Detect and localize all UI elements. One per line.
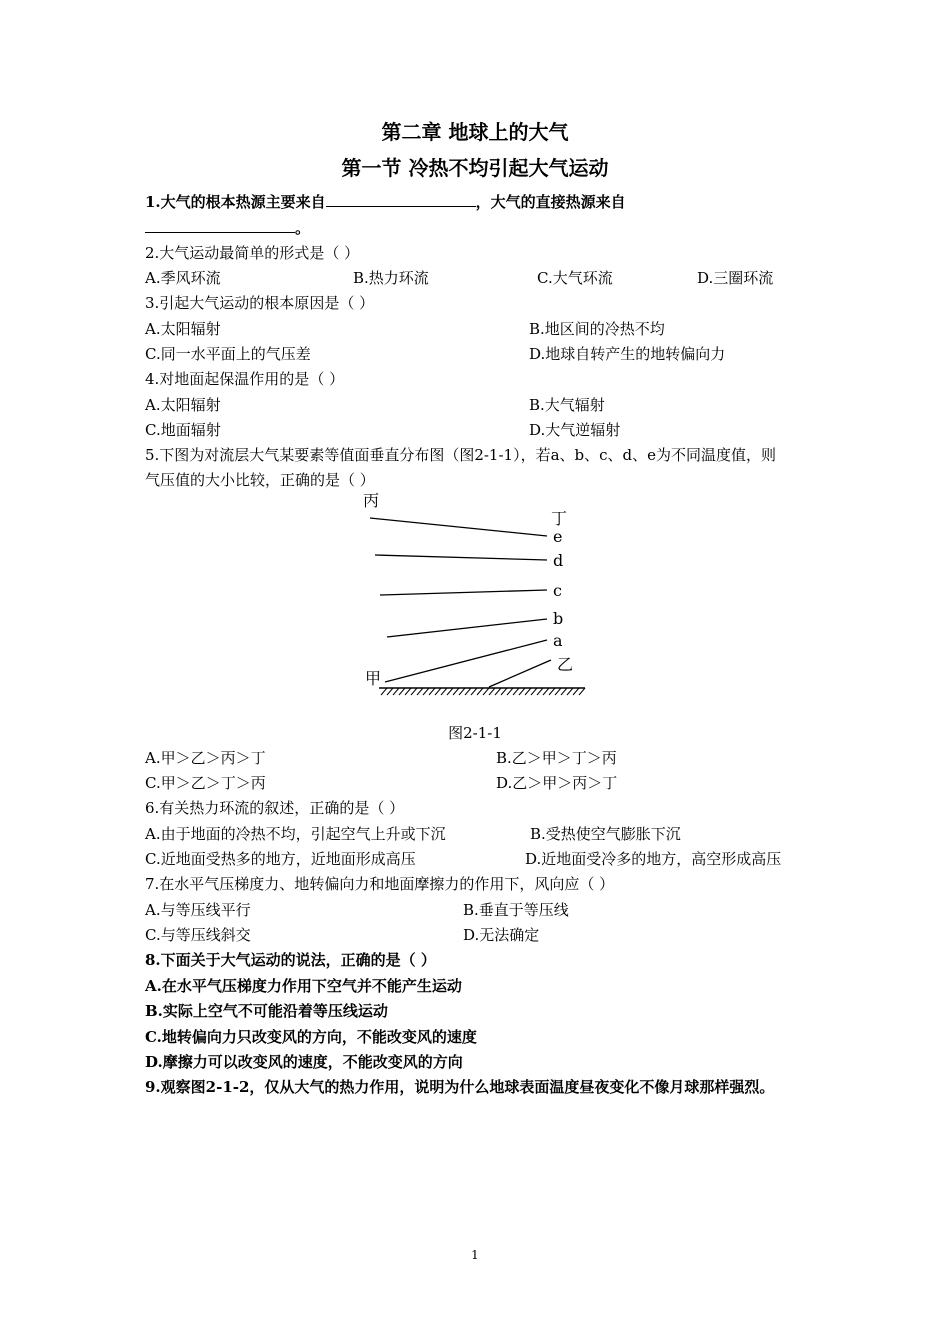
yi-pointer	[489, 660, 551, 687]
section-title: 第一节 冷热不均引起大气运动	[341, 156, 609, 180]
hatch-mark	[507, 688, 513, 695]
question-1-part-1: 1.大气的根本热源主要来自	[145, 193, 326, 211]
question-2-stem: 2.大气运动最简单的形式是（ ）	[145, 244, 360, 262]
question-8-option-a: A.在水平气压梯度力作用下空气并不能产生运动	[145, 977, 462, 995]
hatch-mark	[567, 688, 573, 695]
hatch-mark	[579, 688, 585, 695]
question-7-option-c: C.与等压线斜交	[145, 926, 251, 944]
hatch-mark	[519, 688, 525, 695]
hatch-mark	[477, 688, 483, 695]
question-8-option-d: D.摩擦力可以改变风的速度，不能改变风的方向	[145, 1053, 463, 1071]
question-7-stem: 7.在水平气压梯度力、地转偏向力和地面摩擦力的作用下，风向应（ ）	[145, 875, 615, 893]
question-1-line-2	[145, 218, 310, 238]
question-9-stem: 9.观察图2-1-2，仅从大气的热力作用，说明为什么地球表面温度昼夜变化不像月球那样强烈。	[145, 1078, 775, 1096]
hatch-mark	[471, 688, 477, 695]
hatch-mark	[447, 688, 453, 695]
question-6-option-c: C.近地面受热多的地方，近地面形成高压	[145, 850, 416, 868]
question-6-option-b: B.受热使空气膨胀下沉	[530, 825, 681, 843]
isoline-d	[375, 555, 547, 560]
hatch-mark	[543, 688, 549, 695]
question-4-option-d: D.大气逆辐射	[529, 421, 621, 439]
hatch-mark	[555, 688, 561, 695]
question-5-option-b: B.乙＞甲＞丁＞丙	[496, 749, 617, 767]
isoline-b	[387, 619, 547, 637]
curve-label-e: e	[553, 527, 563, 546]
question-3-option-a: A.太阳辐射	[145, 320, 221, 338]
hatch-mark	[435, 688, 441, 695]
question-2-option-d: D.三圈环流	[697, 269, 774, 287]
question-8-stem: 8.下面关于大气运动的说法，正确的是（ ）	[145, 951, 436, 969]
hatch-mark	[573, 688, 579, 695]
question-4-option-c: C.地面辐射	[145, 421, 221, 439]
question-8-option-b: B.实际上空气不可能沿着等压线运动	[145, 1002, 388, 1020]
hatch-mark	[453, 688, 459, 695]
label-ding: 丁	[551, 509, 568, 528]
hatch-mark	[441, 688, 447, 695]
hatch-mark	[513, 688, 519, 695]
question-6-option-a: A.由于地面的冷热不均，引起空气上升或下沉	[145, 825, 446, 843]
question-4-option-b: B.大气辐射	[529, 396, 605, 414]
isoline-e	[370, 518, 547, 536]
hatch-mark	[525, 688, 531, 695]
question-3-option-b: B.地区间的冷热不均	[529, 320, 665, 338]
question-4-stem: 4.对地面起保温作用的是（ ）	[145, 370, 345, 388]
question-3-stem: 3.引起大气运动的根本原因是（ ）	[145, 294, 375, 312]
curve-label-c: c	[553, 581, 562, 600]
question-1-end: 。	[295, 219, 311, 237]
question-5-option-c: C.甲＞乙＞丁＞丙	[145, 774, 266, 792]
hatch-mark	[501, 688, 507, 695]
question-4-option-a: A.太阳辐射	[145, 396, 221, 414]
question-5-option-d: D.乙＞甲＞丙＞丁	[496, 774, 618, 792]
hatch-mark	[393, 688, 399, 695]
page-number: 1	[471, 1248, 479, 1262]
question-8-option-c: C.地转偏向力只改变风的方向，不能改变风的速度	[145, 1028, 477, 1046]
answer-blank-1[interactable]	[326, 192, 476, 207]
question-7-option-d: D.无法确定	[463, 926, 540, 944]
label-bing: 丙	[363, 491, 380, 510]
question-2-option-b: B.热力环流	[353, 269, 429, 287]
hatch-mark	[411, 688, 417, 695]
question-6-stem: 6.有关热力环流的叙述，正确的是（ ）	[145, 799, 405, 817]
isoline-c	[380, 590, 547, 595]
question-3-option-c: C.同一水平面上的气压差	[145, 345, 311, 363]
question-1-line-1	[145, 192, 626, 212]
hatch-mark	[495, 688, 501, 695]
ground-hatching	[381, 688, 585, 695]
hatch-mark	[483, 688, 489, 695]
hatch-mark	[381, 688, 387, 695]
hatch-mark	[465, 688, 471, 695]
question-5-option-a: A.甲＞乙＞丙＞丁	[145, 749, 266, 767]
hatch-mark	[537, 688, 543, 695]
curve-label-a: a	[553, 631, 563, 650]
isoline-figure	[355, 488, 600, 703]
hatch-mark	[549, 688, 555, 695]
hatch-mark	[531, 688, 537, 695]
question-7-option-b: B.垂直于等压线	[463, 901, 569, 919]
question-7-option-a: A.与等压线平行	[145, 901, 251, 919]
label-yi: 乙	[557, 655, 574, 674]
question-5-stem-line-2: 气压值的大小比较，正确的是（ ）	[145, 471, 375, 489]
label-jia: 甲	[365, 669, 382, 688]
hatch-mark	[399, 688, 405, 695]
curve-label-d: d	[553, 551, 564, 570]
hatch-mark	[405, 688, 411, 695]
hatch-mark	[417, 688, 423, 695]
hatch-mark	[387, 688, 393, 695]
hatch-mark	[429, 688, 435, 695]
chapter-title: 第二章 地球上的大气	[381, 120, 569, 144]
hatch-mark	[489, 688, 495, 695]
question-2-option-a: A.季风环流	[145, 269, 221, 287]
figure-caption: 图2-1-1	[448, 724, 502, 742]
hatch-mark	[423, 688, 429, 695]
answer-blank-2[interactable]	[145, 218, 295, 233]
question-6-option-d: D.近地面受冷多的地方，高空形成高压	[525, 850, 782, 868]
isoline-a	[385, 640, 547, 682]
question-5-stem-line-1: 5.下图为对流层大气某要素等值面垂直分布图（图2-1-1），若a、b、c、d、e为不同温度值，则	[145, 446, 777, 464]
curve-label-b: b	[553, 609, 564, 628]
question-1-part-2: ，大气的直接热源来自	[475, 193, 626, 211]
hatch-mark	[459, 688, 465, 695]
question-2-option-c: C.大气环流	[537, 269, 613, 287]
question-3-option-d: D.地球自转产生的地转偏向力	[529, 345, 726, 363]
hatch-mark	[561, 688, 567, 695]
